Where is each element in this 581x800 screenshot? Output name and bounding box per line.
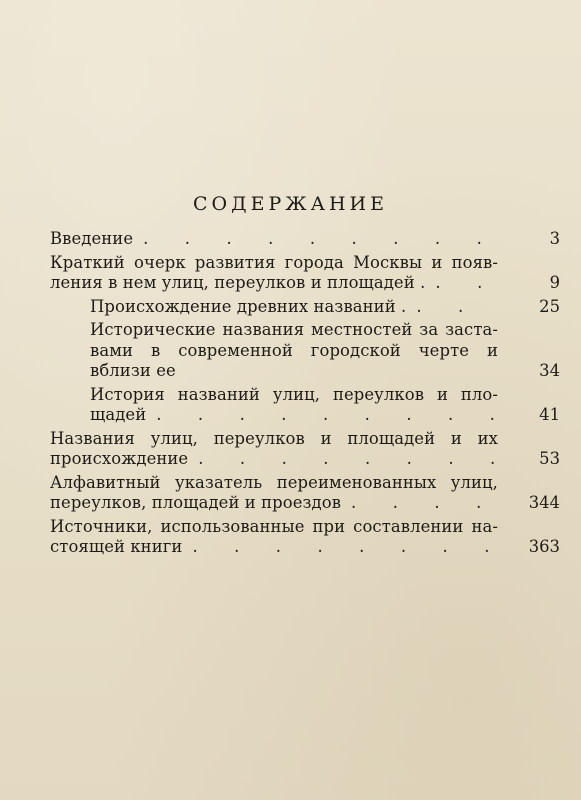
toc-entry-text: вблизи ее (90, 361, 176, 380)
toc-entry-ancient-names[interactable] (50, 297, 560, 318)
toc-entry-text: щадей (90, 405, 147, 424)
page-title: СОДЕРЖАНИЕ (193, 193, 388, 215)
toc-page-number: 53 (539, 449, 560, 468)
toc-entry-text: переулков, площадей и проездов (50, 493, 342, 512)
toc-entry-line (90, 297, 560, 318)
table-of-contents (50, 229, 560, 561)
toc-entry-text: Происхождение древних названий . (90, 296, 407, 316)
toc-page-number: 3 (549, 229, 560, 248)
toc-leader-dots (182, 537, 498, 558)
toc-entry-line: Исторические названия местностей за заста- (90, 320, 498, 339)
toc-entry-line: Краткий очерк развития города Москвы и появ- (50, 252, 498, 272)
toc-entry-line: Источники, использованные при составлении на- (50, 516, 498, 536)
toc-leader-dots (425, 273, 498, 294)
toc-entry-street-name-history[interactable] (50, 385, 560, 426)
toc-entry-line (90, 361, 560, 382)
toc-entry-historical-localities[interactable] (50, 320, 560, 382)
toc-page-number: 363 (528, 537, 560, 556)
toc-entry-text: Введение (50, 229, 134, 248)
toc-entry-introduction[interactable] (50, 229, 560, 250)
toc-entry-text: стоящей книги (50, 537, 183, 556)
toc-entry-line (50, 449, 560, 470)
toc-entry-line: Названия улиц, переулков и площадей и их (50, 428, 498, 448)
toc-entry-line (50, 537, 560, 558)
toc-entry-line (50, 493, 560, 514)
toc-entry-sources[interactable] (50, 517, 560, 558)
toc-entry-line (50, 273, 560, 294)
toc-leader-dots (341, 493, 498, 514)
toc-entry-moscow-history[interactable] (50, 253, 560, 294)
toc-page-number: 25 (539, 296, 560, 316)
toc-leader-dots (146, 405, 498, 426)
toc-entry-text: происхождение (50, 449, 189, 468)
toc-page-number: 34 (539, 361, 560, 380)
toc-leader-dots (188, 449, 498, 470)
toc-page-number: 41 (539, 405, 560, 424)
toc-entry-street-names-origin[interactable] (50, 429, 560, 470)
toc-leader-dots (133, 229, 498, 250)
toc-entry-line (90, 405, 560, 426)
toc-entry-line: вами в современной городской черте и (90, 340, 498, 360)
toc-entry-text: ления в нем улиц, переулков и площадей . (50, 273, 426, 292)
toc-entry-line (50, 229, 560, 250)
toc-page-number: 9 (549, 273, 560, 292)
toc-entry-line: История названий улиц, переулков и пло- (90, 384, 498, 404)
toc-page-number: 344 (528, 493, 560, 512)
toc-leader-dots (406, 297, 498, 318)
toc-entry-renamed-streets-index[interactable] (50, 473, 560, 514)
toc-entry-line: Алфавитный указатель переименованных улиц, (50, 472, 498, 492)
